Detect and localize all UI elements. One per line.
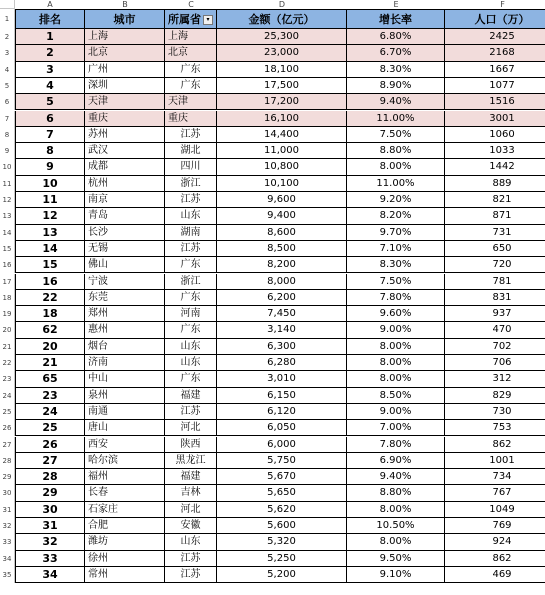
cell-city[interactable]: 长沙 (85, 225, 165, 241)
row-number[interactable]: 24 (0, 388, 15, 404)
table-row (15, 208, 545, 224)
cell-rank[interactable]: 8 (15, 143, 85, 159)
cell-growth[interactable]: 11.00% (347, 111, 445, 127)
table-row (15, 453, 545, 469)
cell-province[interactable]: 山东 (165, 534, 217, 550)
cell-growth[interactable]: 8.20% (347, 208, 445, 224)
table-row (15, 485, 545, 501)
cell-growth[interactable]: 8.90% (347, 78, 445, 94)
cell-growth[interactable]: 9.00% (347, 322, 445, 338)
cell-province[interactable]: 广东 (165, 78, 217, 94)
header-cell-growth[interactable] (347, 9, 445, 29)
cell-growth[interactable]: 9.10% (347, 567, 445, 583)
table-row (15, 159, 545, 175)
table-row (15, 257, 545, 273)
table-row (15, 176, 545, 192)
cell-growth[interactable]: 8.00% (347, 159, 445, 175)
cell-city[interactable]: 无锡 (85, 241, 165, 257)
cell-population[interactable]: 1049 (445, 502, 545, 518)
cell-rank[interactable]: 7 (15, 127, 85, 143)
table-row (15, 388, 545, 404)
row-number[interactable]: 17 (0, 274, 15, 290)
cell-rank[interactable]: 34 (15, 567, 85, 583)
cell-province[interactable]: 山东 (165, 355, 217, 371)
cell-gdp[interactable]: 5,650 (217, 485, 347, 501)
row-number[interactable]: 31 (0, 502, 15, 518)
cell-population[interactable]: 731 (445, 225, 545, 241)
table-row (15, 371, 545, 387)
header-cell-province[interactable] (165, 9, 217, 29)
cell-population[interactable]: 470 (445, 322, 545, 338)
cell-city[interactable]: 石家庄 (85, 502, 165, 518)
cell-city[interactable]: 成都 (85, 159, 165, 175)
cell-rank[interactable]: 33 (15, 551, 85, 567)
cell-growth[interactable]: 9.40% (347, 469, 445, 485)
table-row (15, 111, 545, 127)
cell-rank[interactable]: 62 (15, 322, 85, 338)
cell-population[interactable]: 862 (445, 551, 545, 567)
cell-gdp[interactable]: 6,050 (217, 420, 347, 436)
cell-population[interactable]: 769 (445, 518, 545, 534)
header-label: 城市 (113, 13, 136, 26)
cell-population[interactable]: 829 (445, 388, 545, 404)
cell-province[interactable]: 江苏 (165, 127, 217, 143)
cell-province[interactable]: 重庆 (165, 111, 217, 127)
cell-city[interactable]: 南通 (85, 404, 165, 420)
table-row (15, 143, 545, 159)
table-row (15, 78, 545, 94)
cell-gdp[interactable]: 5,200 (217, 567, 347, 583)
cell-province[interactable]: 浙江 (165, 176, 217, 192)
cell-rank[interactable]: 25 (15, 420, 85, 436)
cell-rank[interactable]: 31 (15, 518, 85, 534)
header-label: 排名 (39, 13, 61, 26)
cell-province[interactable]: 四川 (165, 159, 217, 175)
cell-growth[interactable]: 8.80% (347, 143, 445, 159)
row-number[interactable]: 16 (0, 257, 15, 273)
cell-population[interactable]: 720 (445, 257, 545, 273)
cell-province[interactable]: 福建 (165, 388, 217, 404)
cell-city[interactable]: 宁波 (85, 274, 165, 290)
cell-growth[interactable]: 9.40% (347, 94, 445, 110)
cell-province[interactable]: 广东 (165, 257, 217, 273)
cell-city[interactable]: 郑州 (85, 306, 165, 322)
cell-gdp[interactable]: 17,500 (217, 78, 347, 94)
cell-gdp[interactable]: 5,250 (217, 551, 347, 567)
cell-population[interactable]: 1060 (445, 127, 545, 143)
cell-population[interactable]: 821 (445, 192, 545, 208)
header-cell-gdp[interactable] (217, 9, 347, 29)
cell-rank[interactable]: 18 (15, 306, 85, 322)
row-number[interactable]: 1 (0, 9, 15, 29)
cell-population[interactable]: 871 (445, 208, 545, 224)
row-number[interactable]: 19 (0, 306, 15, 322)
cell-gdp[interactable]: 6,200 (217, 290, 347, 306)
cell-province[interactable]: 河北 (165, 502, 217, 518)
cell-population[interactable]: 3001 (445, 111, 545, 127)
row-number[interactable]: 20 (0, 322, 15, 338)
cell-rank[interactable]: 1 (15, 29, 85, 45)
cell-growth[interactable]: 8.80% (347, 485, 445, 501)
cell-gdp[interactable]: 16,100 (217, 111, 347, 127)
cell-province[interactable]: 湖南 (165, 225, 217, 241)
row-number[interactable]: 9 (0, 143, 15, 159)
cell-city[interactable]: 天津 (85, 94, 165, 110)
table-row (15, 518, 545, 534)
cell-province[interactable]: 上海 (165, 29, 217, 45)
cell-city[interactable]: 长春 (85, 485, 165, 501)
row-number[interactable]: 11 (0, 176, 15, 192)
cell-gdp[interactable]: 5,670 (217, 469, 347, 485)
cell-population[interactable]: 1667 (445, 62, 545, 78)
cell-city[interactable]: 潍坊 (85, 534, 165, 550)
cell-province[interactable]: 山东 (165, 339, 217, 355)
cell-rank[interactable]: 5 (15, 94, 85, 110)
cell-gdp[interactable]: 23,000 (217, 45, 347, 61)
cell-province[interactable]: 江苏 (165, 567, 217, 583)
table-row (15, 567, 545, 583)
row-number[interactable]: 30 (0, 485, 15, 501)
cell-province[interactable]: 江苏 (165, 404, 217, 420)
cell-rank[interactable]: 12 (15, 208, 85, 224)
cell-growth[interactable]: 8.00% (347, 339, 445, 355)
cell-growth[interactable]: 6.80% (347, 29, 445, 45)
cell-rank[interactable]: 11 (15, 192, 85, 208)
cell-population[interactable]: 924 (445, 534, 545, 550)
cell-gdp[interactable]: 8,000 (217, 274, 347, 290)
cell-rank[interactable]: 14 (15, 241, 85, 257)
header-label: 所属省 (168, 13, 201, 26)
column-header-label: D (278, 0, 286, 9)
header-cell-rank[interactable] (15, 9, 85, 29)
cell-population[interactable]: 781 (445, 274, 545, 290)
cell-province[interactable]: 河南 (165, 306, 217, 322)
cell-gdp[interactable]: 8,500 (217, 241, 347, 257)
table-row (15, 192, 545, 208)
cell-province[interactable]: 天津 (165, 94, 217, 110)
cell-population[interactable]: 734 (445, 469, 545, 485)
cell-population[interactable]: 730 (445, 404, 545, 420)
cell-gdp[interactable]: 3,010 (217, 371, 347, 387)
cell-city[interactable]: 济南 (85, 355, 165, 371)
cell-rank[interactable]: 20 (15, 339, 85, 355)
cell-city[interactable]: 泉州 (85, 388, 165, 404)
table-row (15, 290, 545, 306)
cell-city[interactable]: 东莞 (85, 290, 165, 306)
cell-gdp[interactable]: 11,000 (217, 143, 347, 159)
table-row (15, 94, 545, 110)
cell-gdp[interactable]: 9,600 (217, 192, 347, 208)
cell-province[interactable]: 黑龙江 (165, 453, 217, 469)
cell-population[interactable]: 753 (445, 420, 545, 436)
cell-city[interactable]: 福州 (85, 469, 165, 485)
cell-rank[interactable]: 4 (15, 78, 85, 94)
table-row (15, 45, 545, 61)
column-header-label: C (188, 0, 194, 9)
cell-city[interactable]: 上海 (85, 29, 165, 45)
cell-rank[interactable]: 13 (15, 225, 85, 241)
cell-gdp[interactable]: 6,000 (217, 437, 347, 453)
table-row (15, 306, 545, 322)
cell-growth[interactable]: 8.00% (347, 355, 445, 371)
cell-growth[interactable]: 8.00% (347, 371, 445, 387)
table-row (15, 355, 545, 371)
cell-rank[interactable]: 10 (15, 176, 85, 192)
cell-growth[interactable]: 8.50% (347, 388, 445, 404)
table-row (15, 339, 545, 355)
cell-rank[interactable]: 9 (15, 159, 85, 175)
column-header-label: A (47, 0, 53, 9)
cell-city[interactable]: 佛山 (85, 257, 165, 273)
cell-province[interactable]: 浙江 (165, 274, 217, 290)
cell-city[interactable]: 重庆 (85, 111, 165, 127)
cell-growth[interactable]: 7.50% (347, 274, 445, 290)
cell-growth[interactable]: 8.30% (347, 62, 445, 78)
table-row (15, 502, 545, 518)
row-number[interactable]: 23 (0, 371, 15, 387)
header-cell-city[interactable] (85, 9, 165, 29)
row-number[interactable]: 33 (0, 534, 15, 550)
row-number[interactable]: 21 (0, 339, 15, 355)
cell-population[interactable]: 650 (445, 241, 545, 257)
cell-province[interactable]: 湖北 (165, 143, 217, 159)
cell-city[interactable]: 烟台 (85, 339, 165, 355)
cell-province[interactable]: 河北 (165, 420, 217, 436)
cell-rank[interactable]: 15 (15, 257, 85, 273)
cell-rank[interactable]: 16 (15, 274, 85, 290)
cell-province[interactable]: 江苏 (165, 241, 217, 257)
cell-gdp[interactable]: 25,300 (217, 29, 347, 45)
cell-growth[interactable]: 10.50% (347, 518, 445, 534)
cell-rank[interactable]: 29 (15, 485, 85, 501)
table-header-row (15, 9, 545, 29)
row-number[interactable]: 35 (0, 567, 15, 583)
cell-province[interactable]: 广东 (165, 290, 217, 306)
cell-city[interactable]: 常州 (85, 567, 165, 583)
cell-gdp[interactable]: 6,120 (217, 404, 347, 420)
cell-city[interactable]: 合肥 (85, 518, 165, 534)
row-number[interactable]: 13 (0, 208, 15, 224)
cell-gdp[interactable]: 5,750 (217, 453, 347, 469)
cell-population[interactable]: 937 (445, 306, 545, 322)
cell-rank[interactable]: 32 (15, 534, 85, 550)
column-header-label: B (122, 0, 128, 9)
cell-province[interactable]: 安徽 (165, 518, 217, 534)
cell-rank[interactable]: 3 (15, 62, 85, 78)
cell-rank[interactable]: 28 (15, 469, 85, 485)
table-row (15, 404, 545, 420)
column-header-label: E (393, 0, 399, 9)
cell-growth[interactable]: 9.60% (347, 306, 445, 322)
row-number[interactable]: 7 (0, 111, 15, 127)
cell-province[interactable]: 江苏 (165, 551, 217, 567)
cell-population[interactable]: 1516 (445, 94, 545, 110)
cell-growth[interactable]: 9.00% (347, 404, 445, 420)
cell-population[interactable]: 831 (445, 290, 545, 306)
cell-growth[interactable]: 6.90% (347, 453, 445, 469)
cell-gdp[interactable]: 8,600 (217, 225, 347, 241)
cell-population[interactable]: 706 (445, 355, 545, 371)
cell-growth[interactable]: 7.80% (347, 437, 445, 453)
cell-population[interactable]: 2168 (445, 45, 545, 61)
cell-population[interactable]: 1442 (445, 159, 545, 175)
cell-growth[interactable]: 6.70% (347, 45, 445, 61)
select-all-corner[interactable] (0, 0, 15, 9)
cell-gdp[interactable]: 18,100 (217, 62, 347, 78)
row-number[interactable]: 26 (0, 420, 15, 436)
cell-city[interactable]: 青岛 (85, 208, 165, 224)
cell-city[interactable]: 徐州 (85, 551, 165, 567)
cell-city[interactable]: 惠州 (85, 322, 165, 338)
cell-population[interactable]: 469 (445, 567, 545, 583)
cell-province[interactable]: 吉林 (165, 485, 217, 501)
cell-rank[interactable]: 30 (15, 502, 85, 518)
cell-city[interactable]: 深圳 (85, 78, 165, 94)
table-row (15, 469, 545, 485)
row-number[interactable]: 25 (0, 404, 15, 420)
cell-rank[interactable]: 26 (15, 437, 85, 453)
row-number[interactable]: 29 (0, 469, 15, 485)
cell-growth[interactable]: 7.10% (347, 241, 445, 257)
row-number[interactable]: 14 (0, 225, 15, 241)
cell-province[interactable]: 广东 (165, 322, 217, 338)
row-number[interactable]: 2 (0, 29, 15, 45)
table-row (15, 420, 545, 436)
cell-rank[interactable]: 6 (15, 111, 85, 127)
cell-population[interactable]: 1077 (445, 78, 545, 94)
row-number[interactable]: 18 (0, 290, 15, 306)
cell-gdp[interactable]: 17,200 (217, 94, 347, 110)
cell-rank[interactable]: 21 (15, 355, 85, 371)
cell-province[interactable]: 北京 (165, 45, 217, 61)
cell-population[interactable]: 862 (445, 437, 545, 453)
cell-city[interactable]: 武汉 (85, 143, 165, 159)
cell-rank[interactable]: 22 (15, 290, 85, 306)
header-label: 人口（万） (474, 13, 530, 26)
table-row (15, 322, 545, 338)
header-label: 金额（亿元） (248, 13, 315, 26)
cell-province[interactable]: 山东 (165, 208, 217, 224)
cell-gdp[interactable]: 7,450 (217, 306, 347, 322)
cell-province[interactable]: 广东 (165, 62, 217, 78)
cell-population[interactable]: 1033 (445, 143, 545, 159)
cell-gdp[interactable]: 5,600 (217, 518, 347, 534)
row-number[interactable]: 22 (0, 355, 15, 371)
cell-population[interactable]: 2425 (445, 29, 545, 45)
cell-province[interactable]: 江苏 (165, 192, 217, 208)
cell-gdp[interactable]: 10,800 (217, 159, 347, 175)
cell-city[interactable]: 广州 (85, 62, 165, 78)
row-number[interactable]: 5 (0, 78, 15, 94)
row-number[interactable]: 32 (0, 518, 15, 534)
cell-gdp[interactable]: 5,320 (217, 534, 347, 550)
cell-city[interactable]: 杭州 (85, 176, 165, 192)
cell-gdp[interactable]: 10,100 (217, 176, 347, 192)
cell-rank[interactable]: 65 (15, 371, 85, 387)
cell-province[interactable]: 广东 (165, 371, 217, 387)
cell-population[interactable]: 702 (445, 339, 545, 355)
header-cell-population[interactable] (445, 9, 545, 29)
table-row (15, 127, 545, 143)
cell-gdp[interactable]: 14,400 (217, 127, 347, 143)
cell-growth[interactable]: 9.20% (347, 192, 445, 208)
cell-gdp[interactable]: 3,140 (217, 322, 347, 338)
cell-growth[interactable]: 8.30% (347, 257, 445, 273)
table-row (15, 534, 545, 550)
row-number[interactable]: 15 (0, 241, 15, 257)
cell-city[interactable]: 哈尔滨 (85, 453, 165, 469)
row-number[interactable]: 6 (0, 94, 15, 110)
cell-growth[interactable]: 7.00% (347, 420, 445, 436)
cell-city[interactable]: 中山 (85, 371, 165, 387)
cell-gdp[interactable]: 9,400 (217, 208, 347, 224)
table-row (15, 551, 545, 567)
row-number[interactable]: 34 (0, 551, 15, 567)
cell-rank[interactable]: 23 (15, 388, 85, 404)
cell-rank[interactable]: 2 (15, 45, 85, 61)
cell-gdp[interactable]: 6,150 (217, 388, 347, 404)
row-number[interactable]: 12 (0, 192, 15, 208)
row-number[interactable]: 28 (0, 453, 15, 469)
cell-city[interactable]: 苏州 (85, 127, 165, 143)
cell-rank[interactable]: 27 (15, 453, 85, 469)
row-number[interactable]: 3 (0, 45, 15, 61)
cell-growth[interactable]: 9.50% (347, 551, 445, 567)
cell-growth[interactable]: 7.50% (347, 127, 445, 143)
cell-growth[interactable]: 7.80% (347, 290, 445, 306)
cell-rank[interactable]: 24 (15, 404, 85, 420)
cell-population[interactable]: 767 (445, 485, 545, 501)
cell-growth[interactable]: 8.00% (347, 502, 445, 518)
cell-province[interactable]: 陕西 (165, 437, 217, 453)
cell-growth[interactable]: 8.00% (347, 534, 445, 550)
cell-population[interactable]: 889 (445, 176, 545, 192)
row-number[interactable]: 27 (0, 437, 15, 453)
cell-city[interactable]: 北京 (85, 45, 165, 61)
cell-gdp[interactable]: 6,280 (217, 355, 347, 371)
table-row (15, 29, 545, 45)
cell-gdp[interactable]: 8,200 (217, 257, 347, 273)
column-header-label: F (500, 0, 505, 9)
cell-province[interactable]: 福建 (165, 469, 217, 485)
cell-gdp[interactable]: 6,300 (217, 339, 347, 355)
row-number[interactable]: 4 (0, 62, 15, 78)
row-number[interactable]: 8 (0, 127, 15, 143)
table-row (15, 62, 545, 78)
row-number[interactable]: 10 (0, 159, 15, 175)
table-row (15, 241, 545, 257)
cell-city[interactable]: 唐山 (85, 420, 165, 436)
cell-city[interactable]: 南京 (85, 192, 165, 208)
cell-growth[interactable]: 11.00% (347, 176, 445, 192)
header-label: 增长率 (379, 13, 412, 26)
table-row (15, 274, 545, 290)
cell-city[interactable]: 西安 (85, 437, 165, 453)
filter-dropdown-icon[interactable]: ▾ (203, 15, 213, 25)
cell-gdp[interactable]: 5,620 (217, 502, 347, 518)
cell-growth[interactable]: 9.70% (347, 225, 445, 241)
cell-population[interactable]: 312 (445, 371, 545, 387)
table-row (15, 225, 545, 241)
table-row (15, 437, 545, 453)
cell-population[interactable]: 1001 (445, 453, 545, 469)
